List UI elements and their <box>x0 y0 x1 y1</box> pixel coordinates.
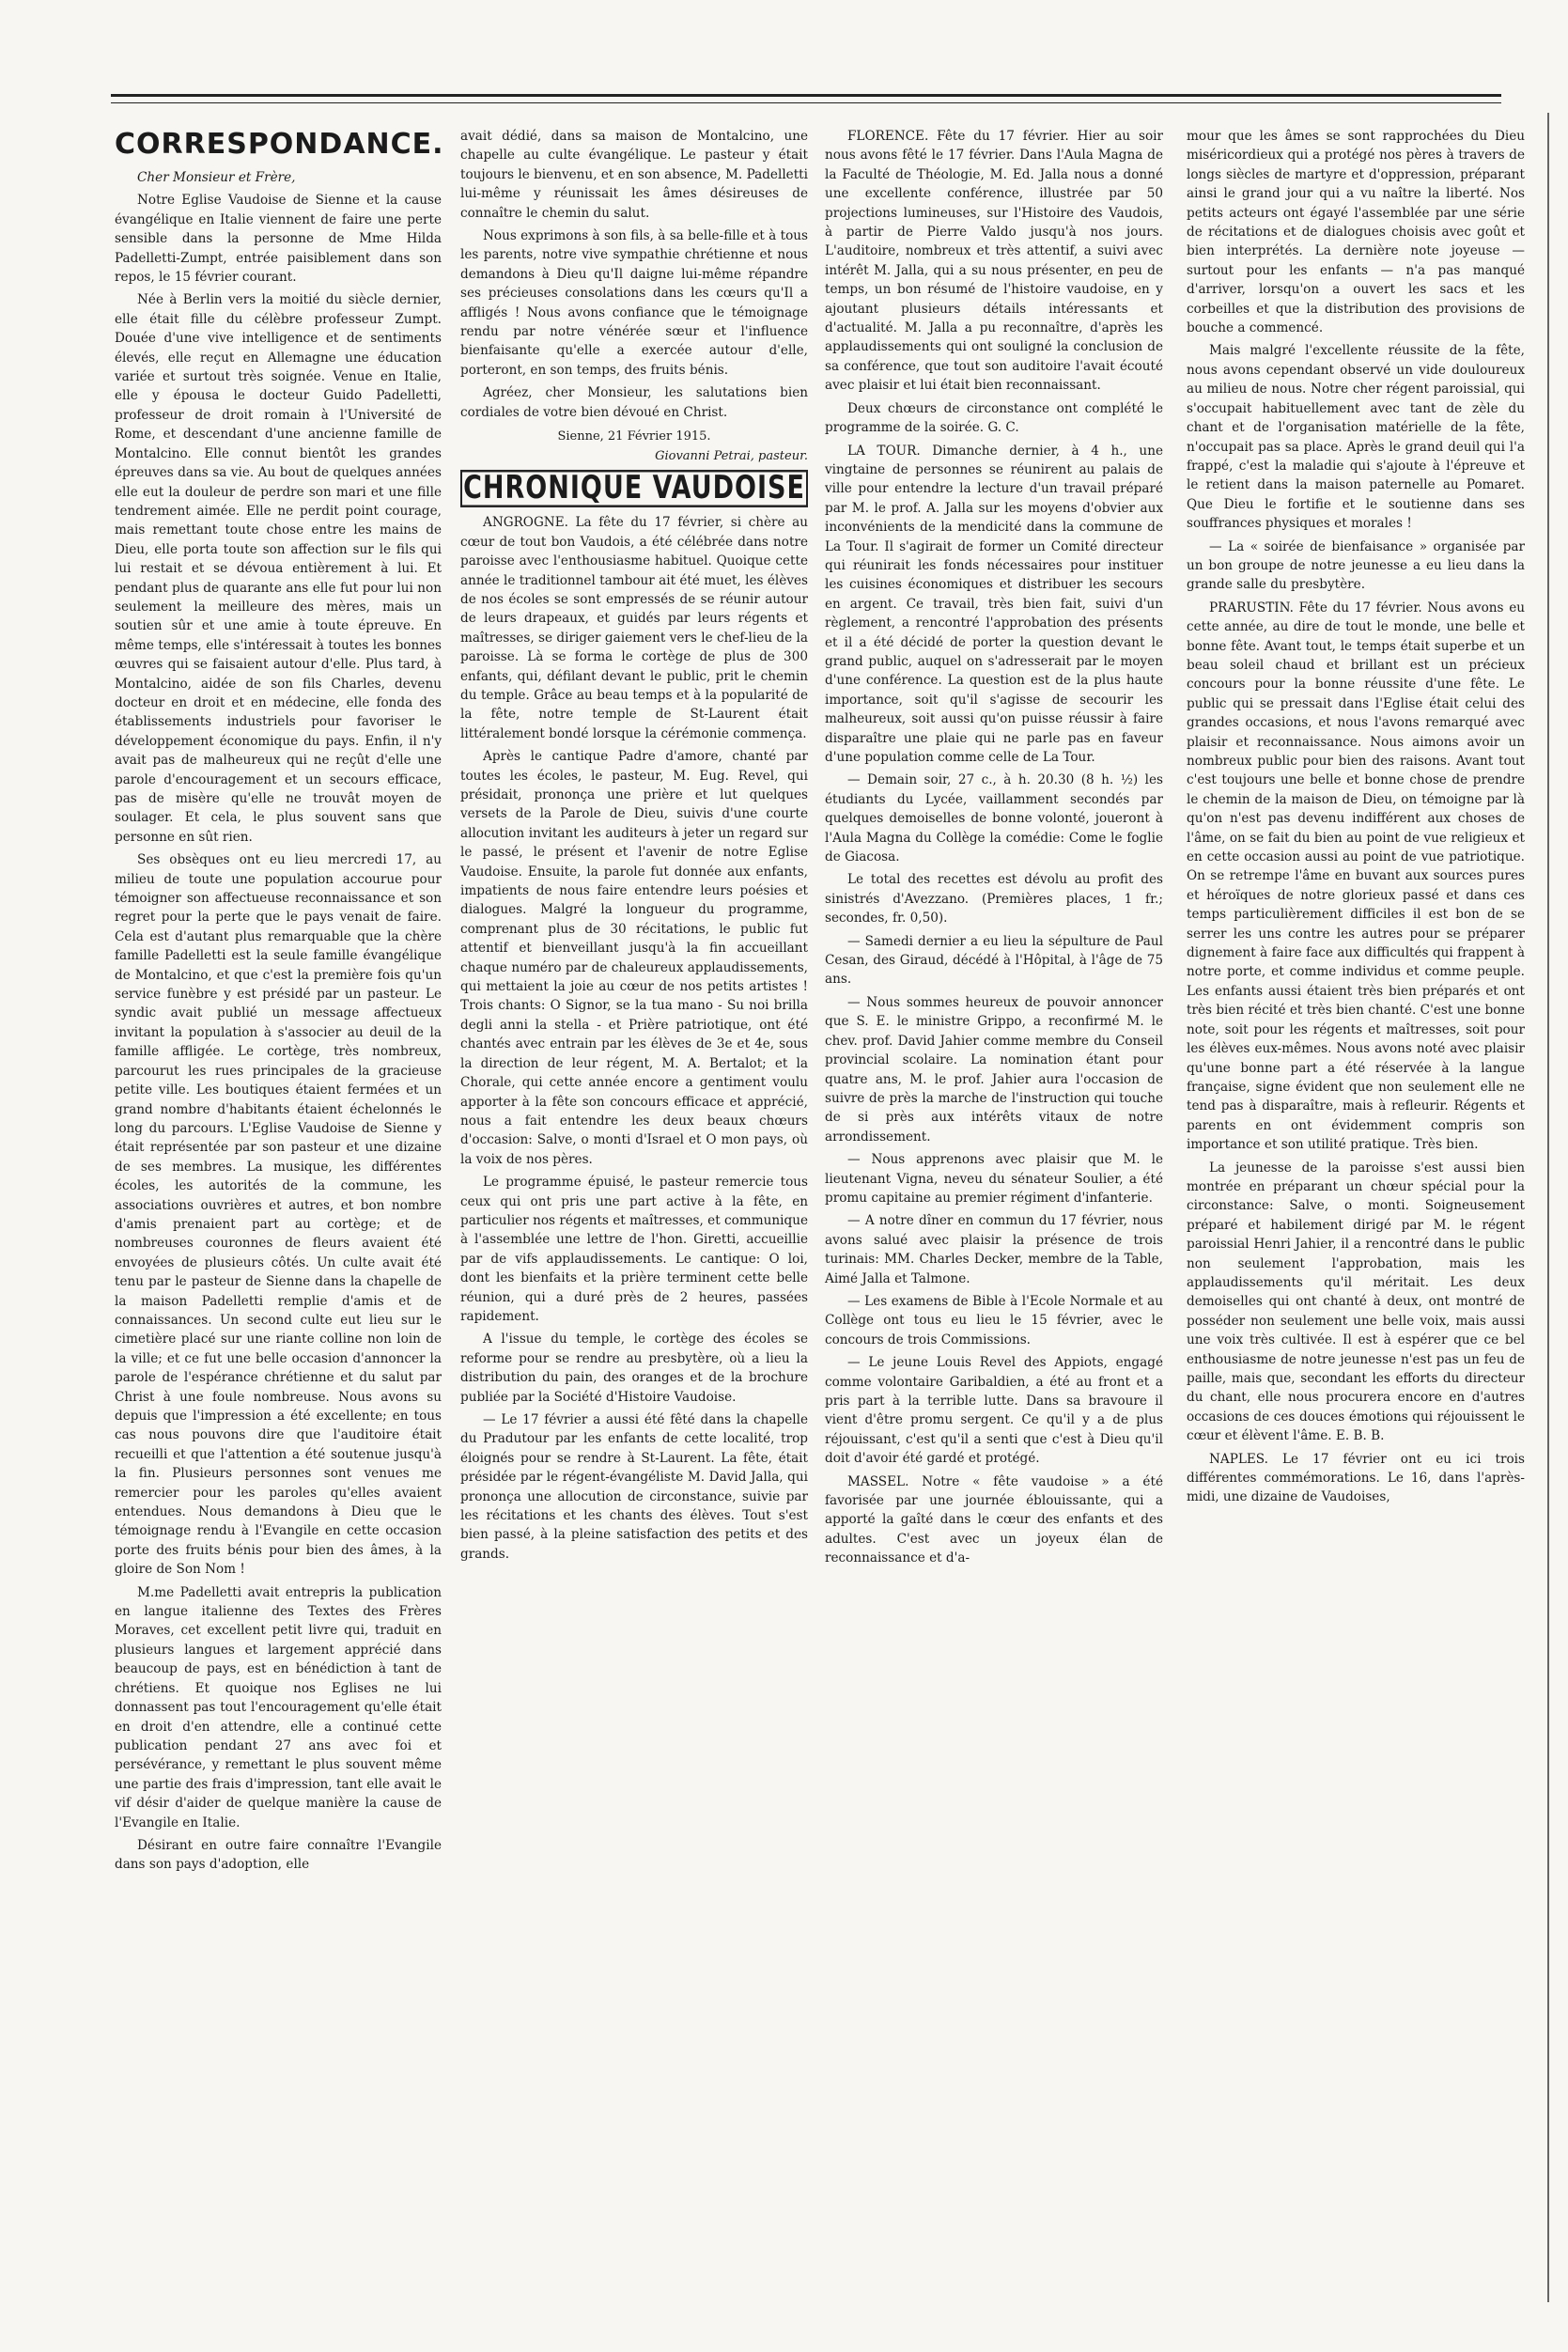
paragraph: avait dédié, dans sa maison de Montalcino, une chapelle au culte évangélique. Le pasteur y était toujours le bienvenu, et en son absence, M. Padelletti lui-même y réunissait les âmes désireuses de connaître le chemin du salut. <box>460 129 808 221</box>
column-4 <box>1187 127 1525 1511</box>
section-title-chronique: CHRONIQUE VAUDOISE <box>460 470 808 508</box>
paragraph: mour que les âmes se sont rapprochées du Dieu miséricordieux qui a protégé nos pères à travers de longs siècles de martyre et d'oppression, préparant ainsi le grand jour qui a vu naître la liberté. Nos petits acteurs ont égayé l'assemblée par une série de récitations et de dialogues choisis avec goût et bien interprétés. La dernière note joyeuse — surtout pour les enfants — n'a pas manqué d'arriver, lorsqu'on a ouvert les sacs et les corbeilles et que la distribution des provisions de bouche a commencé. <box>1187 129 1525 336</box>
paragraph: La jeunesse de la paroisse s'est aussi bien montrée en préparant un chœur spécial pour la circonstance: Salve, o monti. Soigneusement préparé et habilement dirigé par M. le régent paroissial Henri Jahier, il a rencontré dans le public non seulement l'approbation, mais les applaudissements qu'il méritait. Les deux demoiselles qui ont chanté à deux, ont montré de posséder non seulement une belle voix, mais aussi une voix très cultivée. Il est à espérer que ce bel enthousiasme de notre jeunesse n'est pas un feu de paille, mais que, secondant les efforts du directeur du chant, elle nous procurera encore en d'autres occasions de ces douces émotions qui réjouissent le cœur et élèvent l'âme. E. B. B. <box>1187 1160 1525 1444</box>
paragraph: — Le 17 février a aussi été fêté dans la chapelle du Pradutour par les enfants de cette localité, trop éloignés pour se rendre à St-Laurent. La fête, était présidée par le régent-évangéliste M. David Jalla, qui prononça une allocution de circonstance, suivie par les récitations et les chants des élèves. Tout s'est bien passé, à la pleine satisfaction des petits et des grands. <box>460 1412 808 1562</box>
salutation: Cher Monsieur et Frère, <box>137 170 296 185</box>
paragraph: Deux chœurs de circonstance ont complété le programme de la soirée. G. C. <box>825 400 1163 436</box>
paragraph: M.me Padelletti avait entrepris la publication en langue italienne des Textes des Frères Moraves, cet excellent petit livre qui, traduit en plusieurs langues et largement apprécié dans beaucoup de pays, est en bénédiction à tant de chrétiens. Et quoique nos Eglises ne lui donnassent pas tout l'encouragement qu'elle était en droit d'en attendre, elle a continué cette publication pendant 27 ans avec foi et persévérance, y remettant le plus souvent même une partie des frais d'impression, tant elle avait le vif désir d'aider de quelque manière la cause de l'Evangile en Italie. <box>115 1584 442 1830</box>
paragraph: Le programme épuisé, le pasteur remercie tous ceux qui ont pris une part active à la fête, en particulier nos régents et maîtresses, et communique à l'assemblée une lettre de l'hon. Giretti, accueillie par de vifs applaudissements. Le cantique: O loi, dont les bienfaits et la prière terminent cette belle réunion, qui a duré près de 2 heures, passées rapidement. <box>460 1175 808 1324</box>
paragraph: Notre Eglise Vaudoise de Sienne et la cause évangélique en Italie viennent de faire une perte sensible dans la personne de Mme Hilda Padelletti-Zumpt, entrée paisiblement dans son repos, le 15 février courant. <box>115 193 442 286</box>
top-rule <box>111 94 1501 103</box>
paragraph: — Les examens de Bible à l'Ecole Normale et au Collège ont tous eu lieu le 15 février, avec le concours de trois Commissions. <box>825 1293 1163 1347</box>
column-3 <box>825 127 1163 1572</box>
signature-text: Giovanni Petrai, pasteur. <box>655 448 808 463</box>
paragraph: FLORENCE. Fête du 17 février. Hier au soir nous avons fêté le 17 février. Dans l'Aula Magna de la Faculté de Théologie, M. Ed. Jalla nous a donné une excellente conférence, illustrée par 50 projections lumineuses, sur l'Histoire des Vaudois, à partir de Pierre Valdo jusqu'à nos jours. L'auditoire, nombreux et très attentif, a suivi avec intérêt M. Jalla, qui a su nous présenter, en peu de temps, un bon résumé de l'histoire vaudoise, en y ajoutant plusieurs détails intéressants et d'actualité. M. Jalla a pu reconnaître, d'après les applaudissements qui ont souligné la conclusion de sa conférence, que tout son auditoire l'avait écouté avec plaisir et lui était bien reconnaissant. <box>825 129 1163 394</box>
paragraph: — La « soirée de bienfaisance » organisée par un bon groupe de notre jeunesse a eu lieu dans la grande salle du presbytère. <box>1187 538 1525 593</box>
paragraph: Agréez, cher Monsieur, les salutations bien cordiales de votre bien dévoué en Christ. <box>460 385 808 420</box>
paragraph: Après le cantique Padre d'amore, chanté par toutes les écoles, le pasteur, M. Eug. Revel, qui présidait, prononça une prière et lut quelques versets de la Parole de Dieu, suivis d'une courte allocution invitant les auditeurs à jeter un regard sur le passé, le présent et l'avenir de notre Eglise Vaudoise. Ensuite, la parole fut donnée aux enfants, impatients de nous faire entendre leurs poésies et dialogues. Malgré la longueur du programme, comprenant plus de 30 récitations, le public fut attentif et bienveillant jusqu'à la fin accueillant chaque numéro par de chaleureux applaudissements, qui mettaient la joie au cœur de nos petits artistes ! Trois chants: O Signor, se la tua mano - Su noi brilla degli anni la stella - et Prière patriotique, ont été chantés avec entrain par les élèves de 3e et 4e, sous la direction de leur régent, M. A. Bertalot; et la Chorale, qui cette année encore a gentiment voulu apporter à la fête son concours efficace et apprécié, nous a fait entendre les deux beaux chœurs d'occasion: Salve, o monti d'Israel et O mon pays, où la voix de nos pères. <box>460 749 808 1167</box>
paragraph: — Samedi dernier a eu lieu la sépulture de Paul Cesan, des Giraud, décédé à l'Hôpital, à l'âge de 75 ans. <box>825 933 1163 988</box>
paragraph: — Nous apprenons avec plaisir que M. le lieutenant Vigna, neveu du sénateur Soulier, a été promu capitaine au premier régiment d'infanterie. <box>825 1152 1163 1206</box>
section-title-correspondance: CORRESPONDANCE. <box>115 128 444 161</box>
paragraph: Le total des recettes est dévolu au profit des sinistrés d'Avezzano. (Premières places, 1 fr.; secondes, fr. 0,50). <box>825 872 1163 927</box>
paragraph: Née à Berlin vers la moitié du siècle dernier, elle était fille du célèbre professeur Zumpt. Douée d'une vive intelligence et de sentiments élevés, elle reçut en Allemagne une éducation variée et surtout très soignée. Venue en Italie, elle y épousa le docteur Guido Padelletti, professeur de droit romain à l'Université de Rome, et descendant d'une ancienne famille de Montalcino. Elle connut bientôt les grandes épreuves dans sa vie. Au bout de quelques années elle eut la douleur de perdre son mari et une fille tendrement aimée. Elle ne perdit point courage, mais remettant toute chose entre les mains de Dieu, elle porta toute son affection sur le fils qui lui restait et se dévoua entièrement à lui. Et pendant plus de quarante ans elle fut pour lui non seulement la meilleure des mères, mais un soutien sûr et une amie à toute épreuve. En même temps, elle s'intéressait à toutes les bonnes œuvres qui se faisaient autour d'elle. Plus tard, à Montalcino, aidée de son fils Charles, devenu docteur en droit et en médecine, elle fonda des établissements industriels pour favoriser le développement économique du pays. Enfin, il n'y avait pas de malheureux qui ne reçût d'elle une parole d'encouragement et un secours efficace, pas de misère qu'elle ne trouvât moyen de soulager. Et cela, le plus souvent sans que personne en sût rien. <box>115 292 442 845</box>
paragraph: — Demain soir, 27 c., à h. 20.30 (8 h. ½) les étudiants du Lycée, vaillamment secondés par quelques demoiselles de bonne volonté, joueront à l'Aula Magna du Collège la comédie: Come le foglie de Giacosa. <box>825 772 1163 865</box>
paragraph: — A notre dîner en commun du 17 février, nous avons salué avec plaisir la présence de trois turinais: MM. Charles Decker, membre de la Table, Aimé Jalla et Talmone. <box>825 1213 1163 1286</box>
paragraph: A l'issue du temple, le cortège des écoles se reforme pour se rendre au presbytère, où a lieu la distribution du pain, des oranges et de la brochure publiée par la Société d'Histoire Vaudoise. <box>460 1332 808 1405</box>
paragraph: — Le jeune Louis Revel des Appiots, engagé comme volontaire Garibaldien, a été au front et a pris part à la terrible lutte. Dans sa bravoure il vient d'être promu sergent. Ce qu'il y a de plus réjouissant, c'est qu'il a senti que c'est à Dieu qu'il doit d'avoir été gardé et protégé. <box>825 1355 1163 1467</box>
page-edge <box>1547 113 1549 2302</box>
letter-dateline: Sienne, 21 Février 1915. <box>557 429 711 444</box>
column-1 <box>115 127 442 1878</box>
paragraph: MASSEL. Notre « fête vaudoise » a été favorisée par une journée éblouissante, qui a apporté la gaîté dans le cœur des enfants et des adultes. C'est avec un joyeux élan de reconnaissance et d'a- <box>825 1473 1163 1566</box>
paragraph: NAPLES. Le 17 février ont eu ici trois différentes commémorations. Le 16, dans l'après-midi, une dizaine de Vaudoises, <box>1187 1451 1525 1505</box>
paragraph: Mais malgré l'excellente réussite de la fête, nous avons cependant observé un vide douloureux au milieu de nous. Notre cher régent paroissial, qui s'occupait habituellement avec tant de zèle du chant et de l'organisation matérielle de la fête, n'occupait pas sa place. Après le grand deuil qui l'a frappé, c'est la maladie qui s'ajoute à l'épreuve et le retient dans la maison paternelle au Pomaret. Que Dieu le fortifie et le soutienne dans ses souffrances physiques et morales ! <box>1187 343 1525 532</box>
paragraph: — Nous sommes heureux de pouvoir annoncer que S. E. le ministre Grippo, a reconfirmé M. le chev. prof. David Jahier comme membre du Conseil provincial scolaire. La nomination étant pour quatre ans, M. le prof. Jahier aura l'occasion de suivre de près la marche de l'instruction qui touche de si près aux intérêts vitaux de notre arrondissement. <box>825 994 1163 1145</box>
paragraph: PRARUSTIN. Fête du 17 février. Nous avons eu cette année, au dire de tout le monde, une belle et bonne fête. Avant tout, le temps était superbe et un beau soleil chaud et brillant est un précieux concours pour la bonne réussite d'une fête. Le public qui se pressait dans l'Eglise était celui des grandes occasions, et nous l'avons remarqué avec plaisir et reconnaissance. Nous aimons avoir un nombreux public pour bien des raisons. Avant tout c'est toujours une belle et bonne chose de prendre le chemin de la maison de Dieu, on témoigne par là qu'on n'est pas devenu indifférent aux choses de l'âme, on se fait du bien au point de vue religieux et en cette occasion aussi au point de vue patriotique. On se retrempe l'âme en buvant aux sources pures et héroïques de notre glorieux passé et dans ces temps particulièrement difficiles il est bon de se serrer les uns contre les autres pour se préparer dignement à faire face aux difficultés qui frappent à notre porte, et comme individus et comme peuple. Les enfants aussi étaient très bien préparés et ont très bien récité et très bien chanté. C'est une bonne note, soit pour les régents et maîtresses, soit pour les élèves eux-mêmes. Nous avons noté avec plaisir qu'une bonne part a été réservée à la langue française, signe évident que non seulement elle ne tend pas à disparaître, mais à refleurir. Régents et parents en ont évidemment compris son importance et son utilité pratique. Très bien. <box>1187 600 1525 1153</box>
letter-signature <box>460 447 808 466</box>
paragraph: LA TOUR. Dimanche dernier, à 4 h., une vingtaine de personnes se réunirent au palais de ville pour entendre la lecture d'un travail préparé par M. le prof. A. Jalla sur les moyens d'obvier aux inconvénients de la mendicité dans la commune de La Tour. Il s'agirait de former un Comité directeur qui réunirait les fonds nécessaires pour instituer les cuisines économiques et distribuer les secours en argent. Ce travail, très bien fait, suivi d'un règlement, a rencontré l'approbation des présents et il a été décidé de porter la question devant le grand public, auquel on s'adresserait par le moyen d'une conférence. La question est de la plus haute importance, soit qu'il s'agisse de secourir les malheureux, soit aussi qu'on puisse réussir à faire disparaître une plaie qui ne parle pas en faveur d'une population comme celle de La Tour. <box>825 443 1163 765</box>
paragraph: ANGROGNE. La fête du 17 février, si chère au cœur de tout bon Vaudois, a été célébrée dans notre paroisse avec l'enthousiasme habituel. Quoique cette année le traditionnel tambour ait été muet, les élèves de nos écoles se sont empressés de se réunir autour de leurs drapeaux, et guidés par leurs régents et maîtresses, se diriger gaiement vers le chef-lieu de la paroisse. Là se forma le cortège de plus de 300 enfants, qui, défilant devant le public, prit le chemin du temple. Grâce au beau temps et à la popularité de la fête, notre temple de St-Laurent était littéralement bondé lorsque la cérémonie commença. <box>460 515 808 741</box>
paragraph: Ses obsèques ont eu lieu mercredi 17, au milieu de toute une population accourue pour témoigner son affectueuse reconnaissance et son regret pour la perte que le pays venait de faire. Cela est d'autant plus remarquable que la chère famille Padelletti est la seule famille évangélique de Montalcino, et que c'est la première fois qu'un service funèbre y est présidé par un pasteur. Le syndic avait publié un message affectueux invitant la population à s'associer au deuil de la famille affligée. Le cortège, très nombreux, parcourut les rues principales de la gracieuse petite ville. Les boutiques étaient fermées et un grand nombre d'habitants étaient échelonnés le long du parcours. L'Eglise Vaudoise de Sienne y était représentée par son pasteur et une dizaine de ses membres. La musique, les différentes écoles, les autorités de la commune, les associations ouvrières et autres, et bon nombre d'amis prenaient part au cortège; et de nombreuses couronnes de fleurs avaient été envoyées de plusieurs côtés. Un culte avait été tenu par le pasteur de Sienne dans la chapelle de la maison Padelletti remplie d'amis et de connaissances. Un second culte eut lieu sur le cimetière placé sur une riante colline non loin de la ville; et ce fut une belle occasion d'annoncer la parole de l'espérance chrétienne et du salut par Christ à une foule nombreuse. Nous avons su depuis que l'impression a été excellente; en tous cas nous pouvons dire que l'auditoire était recueilli et que l'attention a été soutenue jusqu'à la fin. Plusieurs personnes sont venues me remercier pour les paroles qu'elles avaient entendues. Nous demandons à Dieu que le témoignage rendu à l'Evangile en cette occasion porte des fruits bénis pour bien des âmes, à la gloire de Son Nom ! <box>115 852 442 1578</box>
paragraph: Nous exprimons à son fils, à sa belle-fille et à tous les parents, notre vive sympathie chrétienne et nous demandons à Dieu qu'Il daigne lui-même répandre ses précieuses consolations dans les cœurs qu'Il a affligés ! Nous avons confiance que le témoignage rendu par notre vénérée sœur et l'influence bienfaisante qu'elle a exercée autour d'elle, porteront, en son temps, des fruits bénis. <box>460 228 808 378</box>
column-2 <box>460 127 808 1567</box>
paragraph: Désirant en outre faire connaître l'Evangile dans son pays d'adoption, elle <box>115 1837 442 1873</box>
